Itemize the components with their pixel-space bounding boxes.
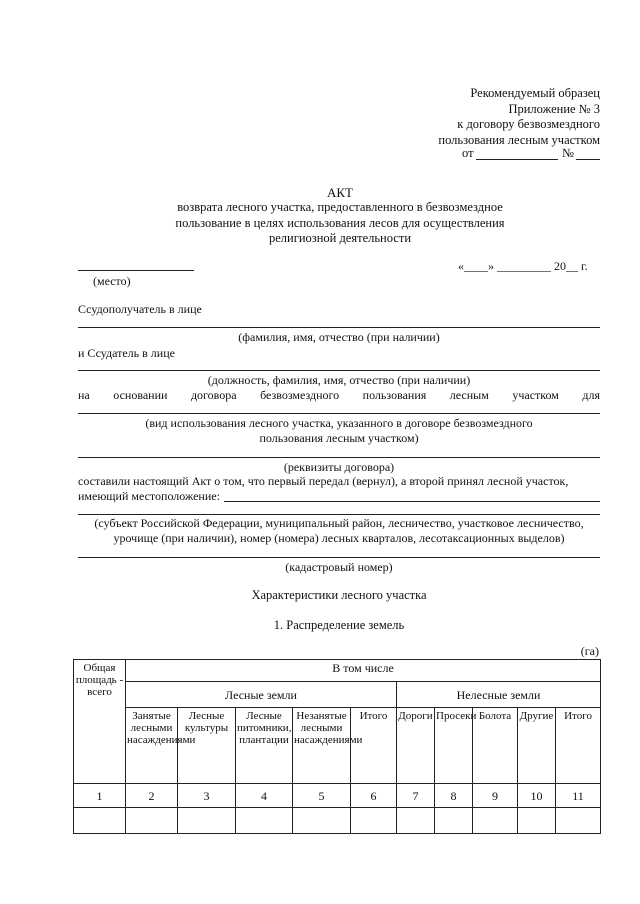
date-field[interactable]: «____» _________ 20__ г.: [458, 259, 588, 273]
nonforest-col-swamps: Болота: [473, 708, 518, 784]
location-line[interactable]: [224, 501, 600, 502]
basis-text: на основании договора безвозмездного пользования лесным участком для: [78, 388, 600, 402]
section-title: Характеристики лесного участка: [251, 588, 427, 602]
position-caption: (должность, фамилия, имя, отчество (при наличии): [207, 373, 471, 387]
lender-label: и Ссудатель в лице: [78, 346, 175, 360]
from-label: от: [462, 146, 474, 160]
act-title: АКТ: [327, 185, 353, 200]
nonforest-col-total: Итого: [556, 708, 601, 784]
cadastral-line[interactable]: [78, 557, 600, 558]
forest-col-occupied: Занятые лесными насаждениями: [126, 708, 178, 784]
table-row-empty[interactable]: [74, 808, 601, 834]
nonforest-col-clearings: Просеки: [435, 708, 473, 784]
nonforest-col-roads: Дороги: [397, 708, 435, 784]
cadastral-caption: (кадастровый номер): [285, 560, 393, 574]
number-line[interactable]: [576, 159, 600, 160]
usage-caption: (вид использования лесного участка, указанного в договоре безвозмездного пользования лесным участком): [145, 416, 533, 445]
header-block: [438, 86, 600, 148]
statement-line-2: имеющий местоположение:: [78, 489, 220, 503]
forest-col-unoccupied: Незанятые лесными насаждениями: [293, 708, 351, 784]
table-row: 1 2 3 4 5 6 7 8 9 10 11: [74, 784, 601, 808]
header-line-1: Рекомендуемый образец: [470, 86, 600, 100]
land-distribution-table: [73, 659, 601, 834]
col-total-header: Общая площадь - всего: [74, 660, 126, 784]
header-line-3: к договору безвозмездного: [457, 117, 600, 131]
number-label: №: [562, 146, 574, 160]
forest-header: Лесные земли: [126, 682, 397, 708]
lender-line[interactable]: [78, 370, 600, 371]
unit-label: (га): [580, 644, 599, 658]
group-header: В том числе: [126, 660, 601, 682]
contract-line[interactable]: [78, 457, 600, 458]
borrower-line[interactable]: [78, 327, 600, 328]
header-line-2: Приложение № 3: [508, 101, 600, 116]
statement-line-1: составили настоящий Акт о том, что первый передал (вернул), а второй принял лесной участок,: [78, 474, 569, 488]
place-line[interactable]: [78, 270, 194, 271]
fio-caption: (фамилия, имя, отчество (при наличии): [238, 330, 440, 344]
act-subtitle: возврата лесного участка, предоставленного в безвозмездное пользование в целях использования лесов для осуществления религиозной деятельности: [175, 200, 505, 245]
place-label: (место): [93, 274, 131, 288]
borrower-label: Ссудополучатель в лице: [78, 302, 202, 316]
header-line-4: пользования лесным участком: [438, 132, 600, 147]
from-date-line[interactable]: [476, 159, 558, 160]
contract-caption: (реквизиты договора): [283, 460, 395, 474]
nonforest-col-other: Другие: [518, 708, 556, 784]
location-line-2[interactable]: [78, 514, 600, 515]
forest-col-nurseries: Лесные питомники, плантации: [236, 708, 293, 784]
forest-col-total: Итого: [351, 708, 397, 784]
usage-line[interactable]: [78, 413, 600, 414]
subsection-title: 1. Распределение земель: [273, 618, 405, 632]
nonforest-header: Нелесные земли: [397, 682, 601, 708]
forest-col-cultures: Лесные культуры: [178, 708, 236, 784]
location-caption: (субъект Российской Федерации, муниципальный район, лесничество, участковое лесничество, урочище (при наличии), номер (номера) лесных кварталов, лесотаксационных выделов): [94, 516, 584, 545]
